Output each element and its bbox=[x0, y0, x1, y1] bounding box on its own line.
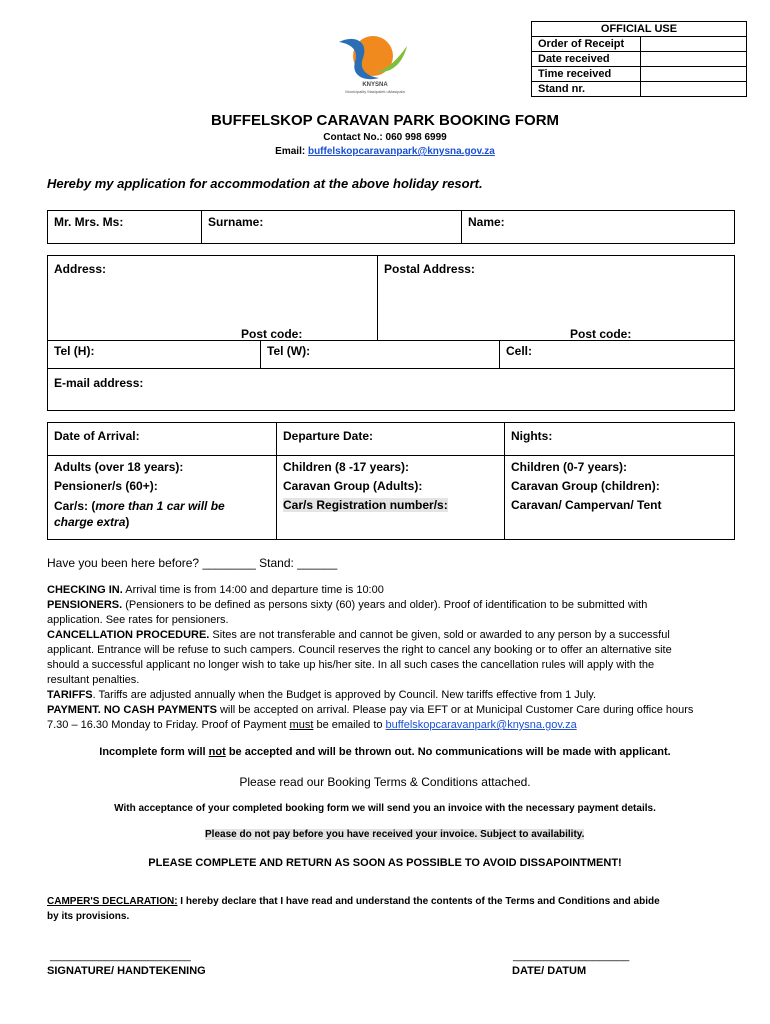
pensioners-terms-label: PENSIONERS. bbox=[47, 599, 123, 611]
tariffs-label: TARIFFS bbox=[47, 689, 93, 701]
payment-text-2: 7.30 – 16.30 Monday to Friday. Proof of Payment bbox=[47, 719, 290, 731]
time-received-label: Time received bbox=[532, 67, 641, 82]
name-label: Name: bbox=[468, 215, 505, 229]
cancellation-text-1: Sites are not transferable and cannot be given, sold or awarded to any person by a successful bbox=[209, 629, 670, 641]
postal-address-label: Postal Address: bbox=[384, 262, 475, 276]
incomplete-notice: Incomplete form will not be accepted and will be thrown out. No communications will be made with applicant. bbox=[99, 746, 671, 758]
tariffs-text: . Tariffs are adjusted annually when the Budget is approved by Council. New tariffs effective from 1 July. bbox=[92, 689, 597, 701]
address-label: Address: bbox=[54, 262, 107, 276]
do-not-pay-notice: Please do not pay before you have received your invoice. Subject to availability. bbox=[205, 829, 585, 840]
email-label: Email: bbox=[275, 146, 308, 157]
payment-text-1: will be accepted on arrival. Please pay via EFT or at Municipal Customer Care during office hours bbox=[216, 704, 694, 716]
adults-label: Adults (over 18 years): bbox=[54, 460, 184, 474]
payment-must: must bbox=[289, 719, 314, 731]
car-registration-label: Car/s Registration number/s: bbox=[283, 498, 448, 512]
cancellation-label: CANCELLATION PROCEDURE. bbox=[47, 629, 210, 641]
knysna-logo-icon bbox=[335, 32, 415, 84]
children-8-17-label: Children (8 -17 years): bbox=[283, 460, 410, 474]
nights-label: Nights: bbox=[511, 429, 553, 443]
signature-label: SIGNATURE/ HANDTEKENING bbox=[47, 965, 206, 977]
cell-label: Cell: bbox=[506, 344, 533, 358]
invoice-notice: With acceptance of your completed booking form we will send you an invoice with the necessary payment details. bbox=[114, 803, 656, 814]
post-code-label-2: Post code: bbox=[570, 327, 632, 341]
stay-details-block bbox=[47, 422, 735, 540]
read-terms-notice: Please read our Booking Terms & Conditions attached. bbox=[239, 775, 531, 789]
cancellation-text-2: applicant. Entrance will be refuse to such campers. Council reserves the right to cancel any booking or to offer an alternative site bbox=[47, 644, 672, 656]
date-line[interactable]: ___________________ bbox=[513, 950, 630, 962]
checking-in-label: CHECKING IN. bbox=[47, 584, 123, 596]
caravan-group-adults-label: Caravan Group (Adults): bbox=[283, 479, 423, 493]
official-use-table bbox=[531, 21, 747, 97]
declaration-label: CAMPER'S DECLARATION: bbox=[47, 896, 178, 907]
header-email-line bbox=[0, 146, 770, 157]
contact-number: Contact No.: 060 998 6999 bbox=[323, 132, 447, 143]
order-of-receipt-label: Order of Receipt bbox=[532, 37, 641, 52]
cars-label bbox=[48, 494, 250, 534]
time-received-field[interactable] bbox=[641, 67, 747, 82]
date-received-field[interactable] bbox=[641, 52, 747, 67]
stand-nr-label: Stand nr. bbox=[532, 82, 641, 97]
name-row bbox=[47, 210, 735, 244]
caravan-group-children-label: Caravan Group (children): bbox=[511, 479, 660, 493]
post-code-label-1: Post code: bbox=[241, 327, 303, 341]
payment-email-link[interactable]: buffelskopcaravanpark@knysna.gov.za bbox=[385, 719, 577, 731]
tel-home-label: Tel (H): bbox=[54, 344, 95, 358]
pensioners-text-1: (Pensioners to be defined as persons sixty (60) years and older). Proof of identification to be submitted with bbox=[122, 599, 648, 611]
header-email-link[interactable]: buffelskopcaravanpark@knysna.gov.za bbox=[307, 146, 495, 157]
stand-nr-field[interactable] bbox=[641, 82, 747, 97]
title-label: Mr. Mrs. Ms: bbox=[54, 215, 124, 229]
logo-name: KNYSNA bbox=[362, 82, 388, 88]
cancellation-text-3: should a successful applicant no longer wish to take up his/her site. In all such cases the cancellation rules will apply with the bbox=[47, 659, 655, 671]
caravan-type-label: Caravan/ Campervan/ Tent bbox=[511, 498, 662, 512]
official-use-title: OFFICIAL USE bbox=[532, 22, 747, 37]
form-title: BUFFELSKOP CARAVAN PARK BOOKING FORM bbox=[210, 112, 560, 129]
departure-date-label: Departure Date: bbox=[283, 429, 374, 443]
date-label: DATE/ DATUM bbox=[512, 965, 587, 977]
return-asap-notice: PLEASE COMPLETE AND RETURN AS SOON AS POSSIBLE TO AVOID DISSAPOINTMENT! bbox=[148, 857, 622, 869]
tel-work-label: Tel (W): bbox=[267, 344, 311, 358]
terms-section bbox=[47, 583, 737, 733]
children-0-7-label: Children (0-7 years): bbox=[511, 460, 628, 474]
pensioners-text-2: application. See rates for pensioners. bbox=[47, 614, 229, 626]
cars-suffix: ) bbox=[125, 515, 130, 529]
payment-text-3: be emailed to bbox=[313, 719, 386, 731]
intro-text: Hereby my application for accommodation at the above holiday resort. bbox=[47, 176, 483, 191]
payment-label: PAYMENT. NO CASH PAYMENTS bbox=[47, 704, 217, 716]
checking-in-text: Arrival time is from 14:00 and departure time is 10:00 bbox=[122, 584, 384, 596]
cancellation-text-4: resultant penalties. bbox=[47, 674, 140, 686]
email-address-label: E-mail address: bbox=[54, 376, 144, 390]
arrival-date-label: Date of Arrival: bbox=[54, 429, 140, 443]
cars-prefix: Car/s: ( bbox=[54, 499, 96, 513]
cars-note: more than 1 car will be charge extra bbox=[54, 499, 225, 529]
signature-line[interactable]: _______________________ bbox=[50, 950, 191, 962]
knysna-logo bbox=[335, 32, 415, 94]
pensioners-label: Pensioner/s (60+): bbox=[54, 479, 158, 493]
logo-tagline: Municipality Masipaleti uMasipala bbox=[345, 89, 405, 94]
been-here-before: Have you been here before? ________ Stand: ______ bbox=[47, 556, 338, 570]
address-block bbox=[47, 255, 735, 411]
campers-declaration: CAMPER'S DECLARATION: I hereby declare that I have read and understand the contents of the Terms and Conditions and abide by its provisions. bbox=[47, 896, 660, 922]
date-received-label: Date received bbox=[532, 52, 641, 67]
surname-label: Surname: bbox=[208, 215, 264, 229]
order-of-receipt-field[interactable] bbox=[641, 37, 747, 52]
